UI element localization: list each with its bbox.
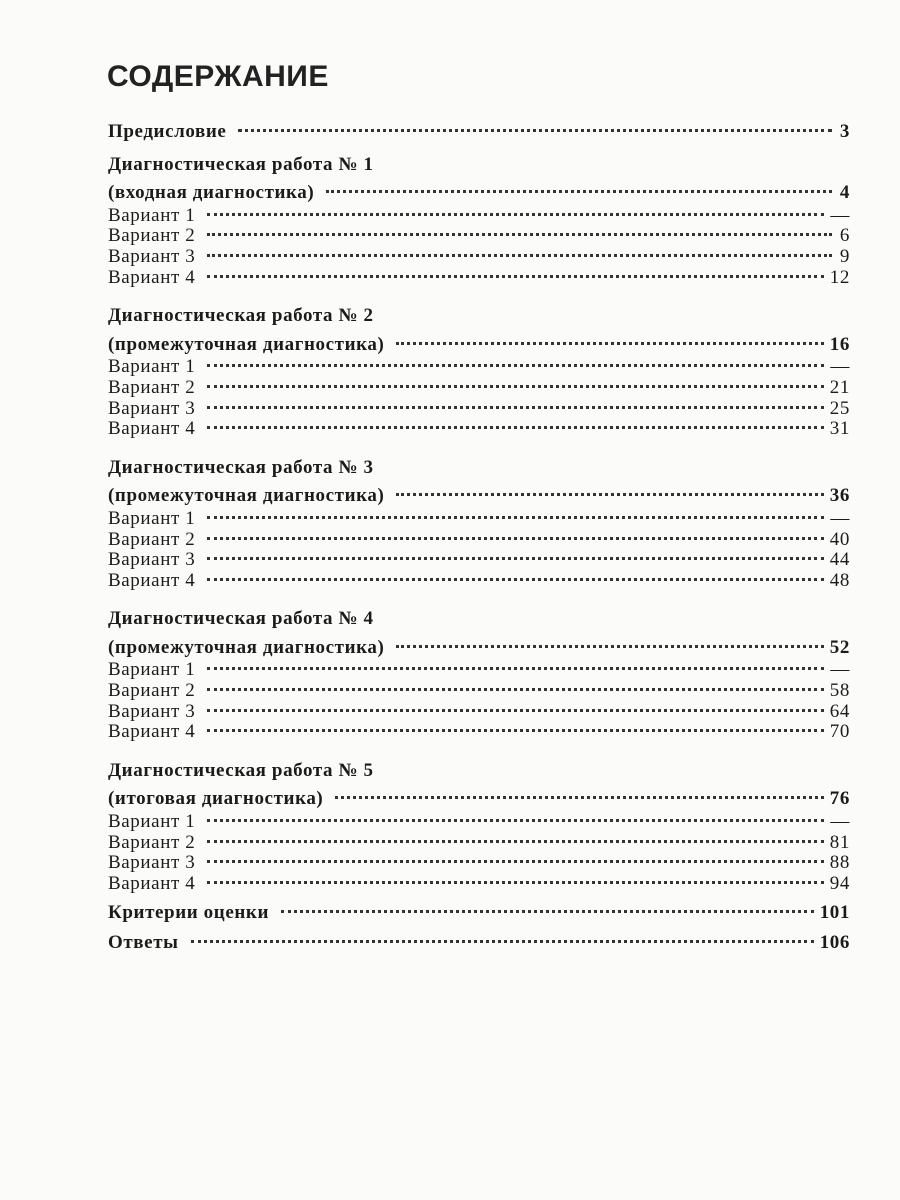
toc-page-number: — [830,204,850,226]
toc-section-3 [108,456,850,591]
section-subtitle: (итоговая диагностика) [108,788,324,810]
toc-entry-criteria[interactable] [108,895,850,924]
toc-page-number: 36 [829,485,850,507]
dot-leader [207,840,823,863]
toc-page-number: 6 [839,225,850,247]
toc-section-5 [108,759,850,894]
dot-leader [238,109,832,132]
dot-leader [207,255,823,278]
toc-page-number: 21 [829,376,850,398]
toc-page-number: 88 [829,852,850,874]
toc-entry-label: Предисловие [108,121,227,142]
toc-page-number: 101 [819,902,850,924]
page-title: СОДЕРЖАНИЕ [107,60,329,93]
dot-leader [207,558,823,581]
toc-entry-preface[interactable] [108,114,850,142]
variant-label: Вариант 2 [108,376,196,398]
toc-page-number: 3 [839,121,850,142]
variant-label: Вариант 2 [108,225,196,247]
toc-page-number: 25 [829,397,850,419]
variant-label: Вариант 1 [108,811,196,833]
dot-leader [207,517,823,540]
variant-label: Вариант 3 [108,700,196,722]
variant-entry[interactable] [108,563,850,591]
dot-leader [207,647,824,670]
section-title[interactable]: Диагностическая работа № 1 [108,153,374,175]
section-title[interactable]: Диагностическая работа № 3 [108,456,374,478]
toc-page-number: 48 [829,569,850,591]
variant-label: Вариант 2 [108,680,196,702]
dot-leader [207,406,823,429]
dot-leader [207,344,824,367]
dot-leader [191,920,814,943]
section-subtitle: (промежуточная диагностика) [108,636,385,658]
toc-entry-label: Критерии оценки [108,902,269,924]
section-subtitle: (промежуточная диагностика) [108,485,385,507]
variant-label: Вариант 3 [108,245,196,267]
dot-leader [207,820,823,843]
toc-page-number: 9 [839,245,850,267]
dot-leader [335,776,823,799]
variant-label: Вариант 2 [108,528,196,550]
dot-leader [207,709,823,732]
toc-section-1 [108,153,850,288]
toc-page-number: 70 [829,721,850,743]
toc-page-number: 40 [829,528,850,550]
variant-entry[interactable] [108,714,850,743]
dot-leader [207,365,823,388]
variant-label: Вариант 3 [108,397,196,419]
toc-page-number: 106 [819,932,850,953]
toc-section-2 [108,305,850,440]
dot-leader [207,234,832,257]
toc-page-number: 64 [829,700,850,722]
dot-leader [207,386,823,409]
dot-leader [281,890,814,913]
toc-page-number: 76 [829,788,850,810]
toc-page-number: — [830,356,850,378]
section-title[interactable]: Диагностическая работа № 2 [108,305,374,327]
dot-leader [207,799,824,822]
dot-leader [207,689,823,712]
dot-leader [207,213,832,236]
dot-leader [207,668,823,691]
section-title[interactable]: Диагностическая работа № 4 [108,608,374,630]
dot-leader [207,193,824,216]
variant-label: Вариант 1 [108,204,196,226]
variant-label: Вариант 4 [108,721,196,743]
variant-label: Вариант 3 [108,852,196,874]
variant-entry[interactable] [108,411,850,440]
variant-label: Вариант 1 [108,507,196,529]
toc-section-4 [108,608,850,743]
dot-leader [396,322,823,345]
variant-label: Вариант 2 [108,831,196,853]
variant-entry[interactable] [108,866,850,894]
sections-list [108,153,850,894]
toc-page-number: 16 [829,333,850,355]
variant-label: Вариант 4 [108,872,196,894]
variant-label: Вариант 4 [108,266,196,288]
section-subtitle: (промежуточная диагностика) [108,333,385,355]
table-of-contents [108,114,850,953]
toc-page-number: 44 [829,549,850,571]
toc-page-number: 58 [829,680,850,702]
toc-entry-label: Ответы [108,932,179,953]
variant-label: Вариант 3 [108,549,196,571]
toc-page-number: — [830,811,850,833]
toc-page-number: 52 [829,636,850,658]
toc-page-number: 94 [829,872,850,894]
toc-page-number: 31 [829,418,850,440]
dot-leader [326,170,832,193]
section-title[interactable]: Диагностическая работа № 5 [108,759,374,781]
dot-leader [396,625,823,648]
dot-leader [207,496,824,519]
toc-page-number: 4 [839,182,850,204]
variant-label: Вариант 4 [108,418,196,440]
variant-label: Вариант 1 [108,356,196,378]
toc-page-number: 81 [829,831,850,853]
toc-entry-answers[interactable] [108,925,850,953]
variant-entry[interactable] [108,260,850,288]
dot-leader [207,861,823,884]
variant-label: Вариант 1 [108,659,196,681]
dot-leader [396,473,823,496]
dot-leader [207,537,823,560]
toc-page-number: 12 [829,266,850,288]
toc-page-number: — [830,507,850,529]
toc-page-number: — [830,659,850,681]
variant-label: Вариант 4 [108,569,196,591]
section-subtitle: (входная диагностика) [108,182,315,204]
